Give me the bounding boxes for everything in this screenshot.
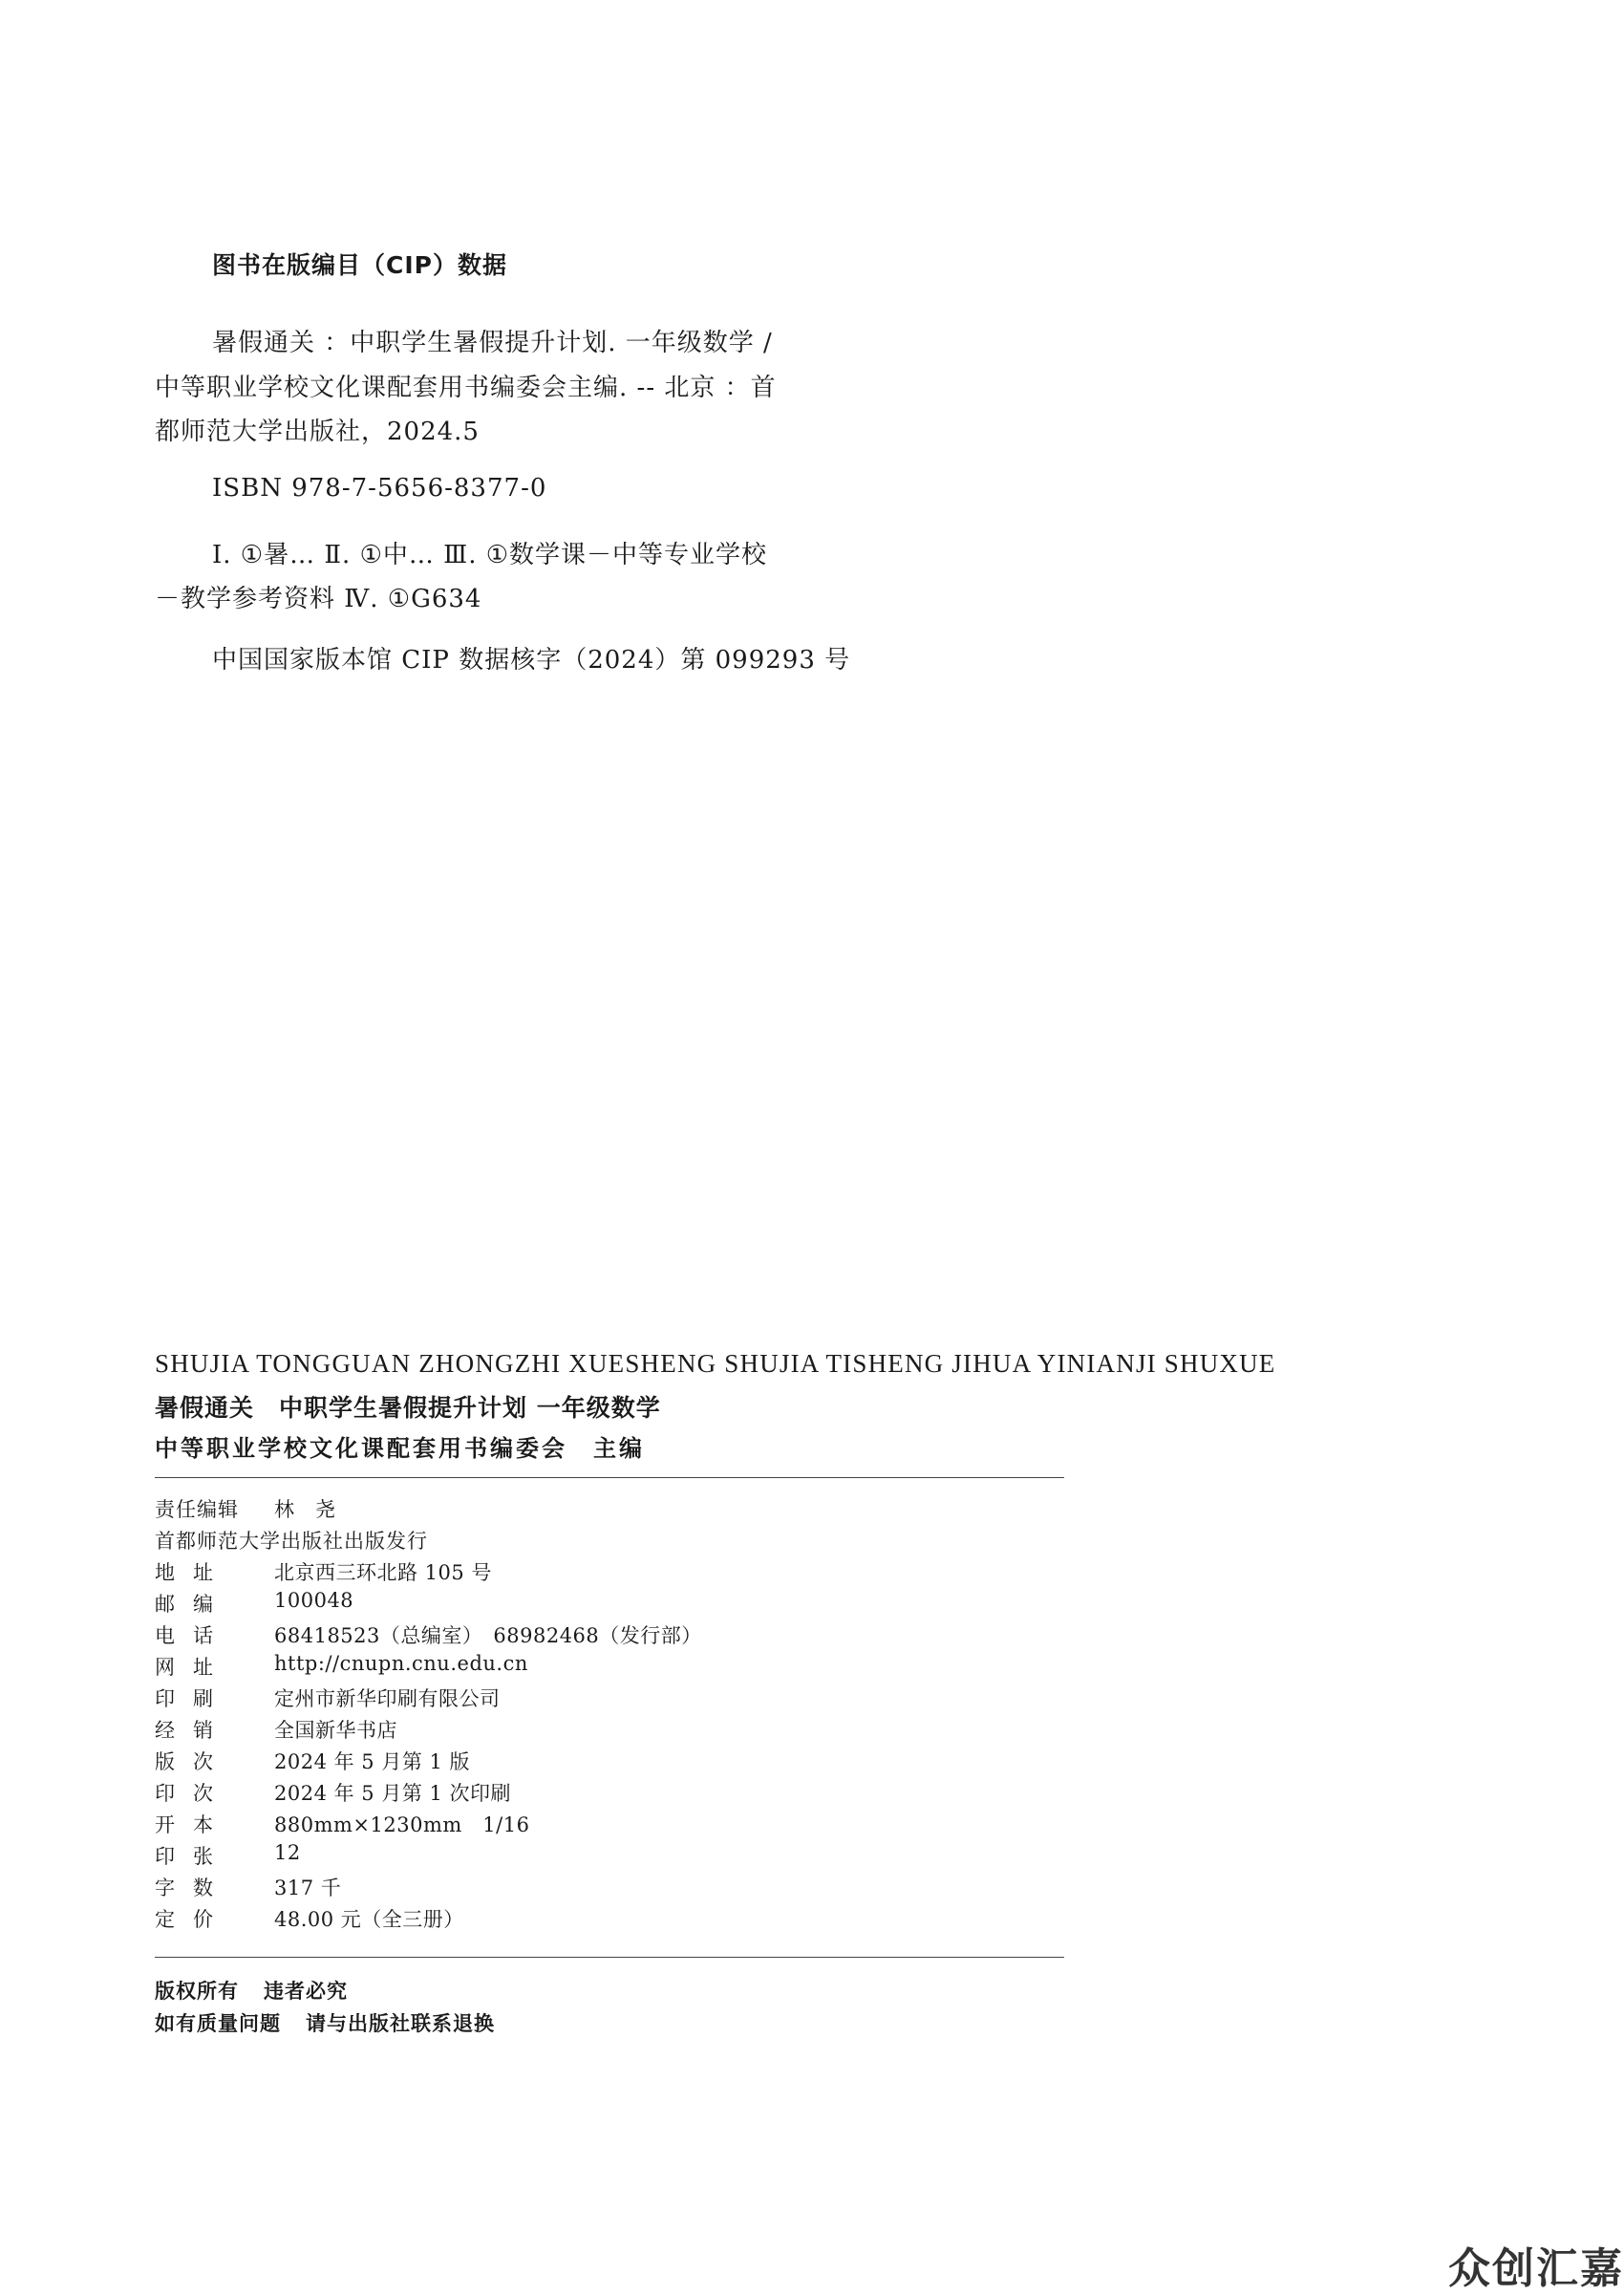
editor-line: 中等职业学校文化课配套用书编委会 主编 [155, 1434, 645, 1462]
info-value: 定州市新华印刷有限公司 [274, 1687, 501, 1710]
info-label: 电 话 [155, 1624, 214, 1647]
cip-entry-line: 暑假通关 ：中职学生暑假提升计划. 一年级数学 / [212, 329, 773, 357]
info-value: 100048 [274, 1589, 354, 1612]
info-value: 880mm×1230mm 1/16 [274, 1813, 530, 1836]
info-label: 责任编辑 [155, 1498, 239, 1521]
watermark-logo: 众创汇嘉 [1448, 2244, 1624, 2293]
cip-classification-line: Ⅰ. ①暑… Ⅱ. ①中… Ⅲ. ①数学课－中等专业学校 [212, 541, 768, 569]
rights-notice: 版权所有 违者必究 [155, 1980, 348, 2003]
info-label: 版 次 [155, 1750, 214, 1773]
quality-notice: 如有质量问题 请与出版社联系退换 [155, 2012, 495, 2035]
info-label: 印 张 [155, 1845, 214, 1868]
info-value: 317 千 [274, 1877, 342, 1899]
cip-isbn: ISBN 978-7-5656-8377-0 [212, 474, 547, 503]
info-value: 2024 年 5 月第 1 版 [274, 1750, 471, 1773]
info-value: 2024 年 5 月第 1 次印刷 [274, 1782, 512, 1805]
divider-bottom [155, 1957, 1064, 1958]
info-label: 经 销 [155, 1719, 214, 1742]
info-label: 定 价 [155, 1908, 214, 1931]
publisher-line: 首都师范大学出版社出版发行 [155, 1530, 428, 1553]
info-label: 网 址 [155, 1656, 214, 1679]
info-label: 印 刷 [155, 1687, 214, 1710]
chinese-title: 暑假通关 中职学生暑假提升计划 一年级数学 [155, 1394, 661, 1422]
cip-entry-line: 中等职业学校文化课配套用书编委会主编. -- 北京 ：首 [155, 374, 777, 402]
info-value: 林 尧 [274, 1498, 336, 1521]
website-link: http://cnupn.cnu.edu.cn [274, 1652, 528, 1675]
info-label: 字 数 [155, 1877, 214, 1899]
info-label: 邮 编 [155, 1593, 214, 1616]
cip-title: 图书在版编目（CIP）数据 [212, 251, 507, 279]
cip-classification-line: －教学参考资料 Ⅳ. ①G634 [155, 585, 482, 613]
info-value: 北京西三环北路 105 号 [274, 1561, 492, 1584]
info-label: 开 本 [155, 1813, 214, 1836]
info-value: 12 [274, 1841, 301, 1864]
cip-entry-line: 都师范大学出版社，2024.5 [155, 418, 480, 446]
info-value: 68418523（总编室） 68982468（发行部） [274, 1624, 702, 1647]
cip-check-number: 中国国家版本馆 CIP 数据核字（2024）第 099293 号 [212, 646, 851, 675]
pinyin-title: SHUJIA TONGGUAN ZHONGZHI XUESHENG SHUJIA TISHENG JIHUA YINIANJI SHUXUE [155, 1349, 1276, 1378]
info-value: 全国新华书店 [274, 1719, 397, 1742]
divider-top [155, 1477, 1064, 1478]
info-value: 48.00 元（全三册） [274, 1908, 464, 1931]
info-label: 地 址 [155, 1561, 214, 1584]
info-label: 印 次 [155, 1782, 214, 1805]
